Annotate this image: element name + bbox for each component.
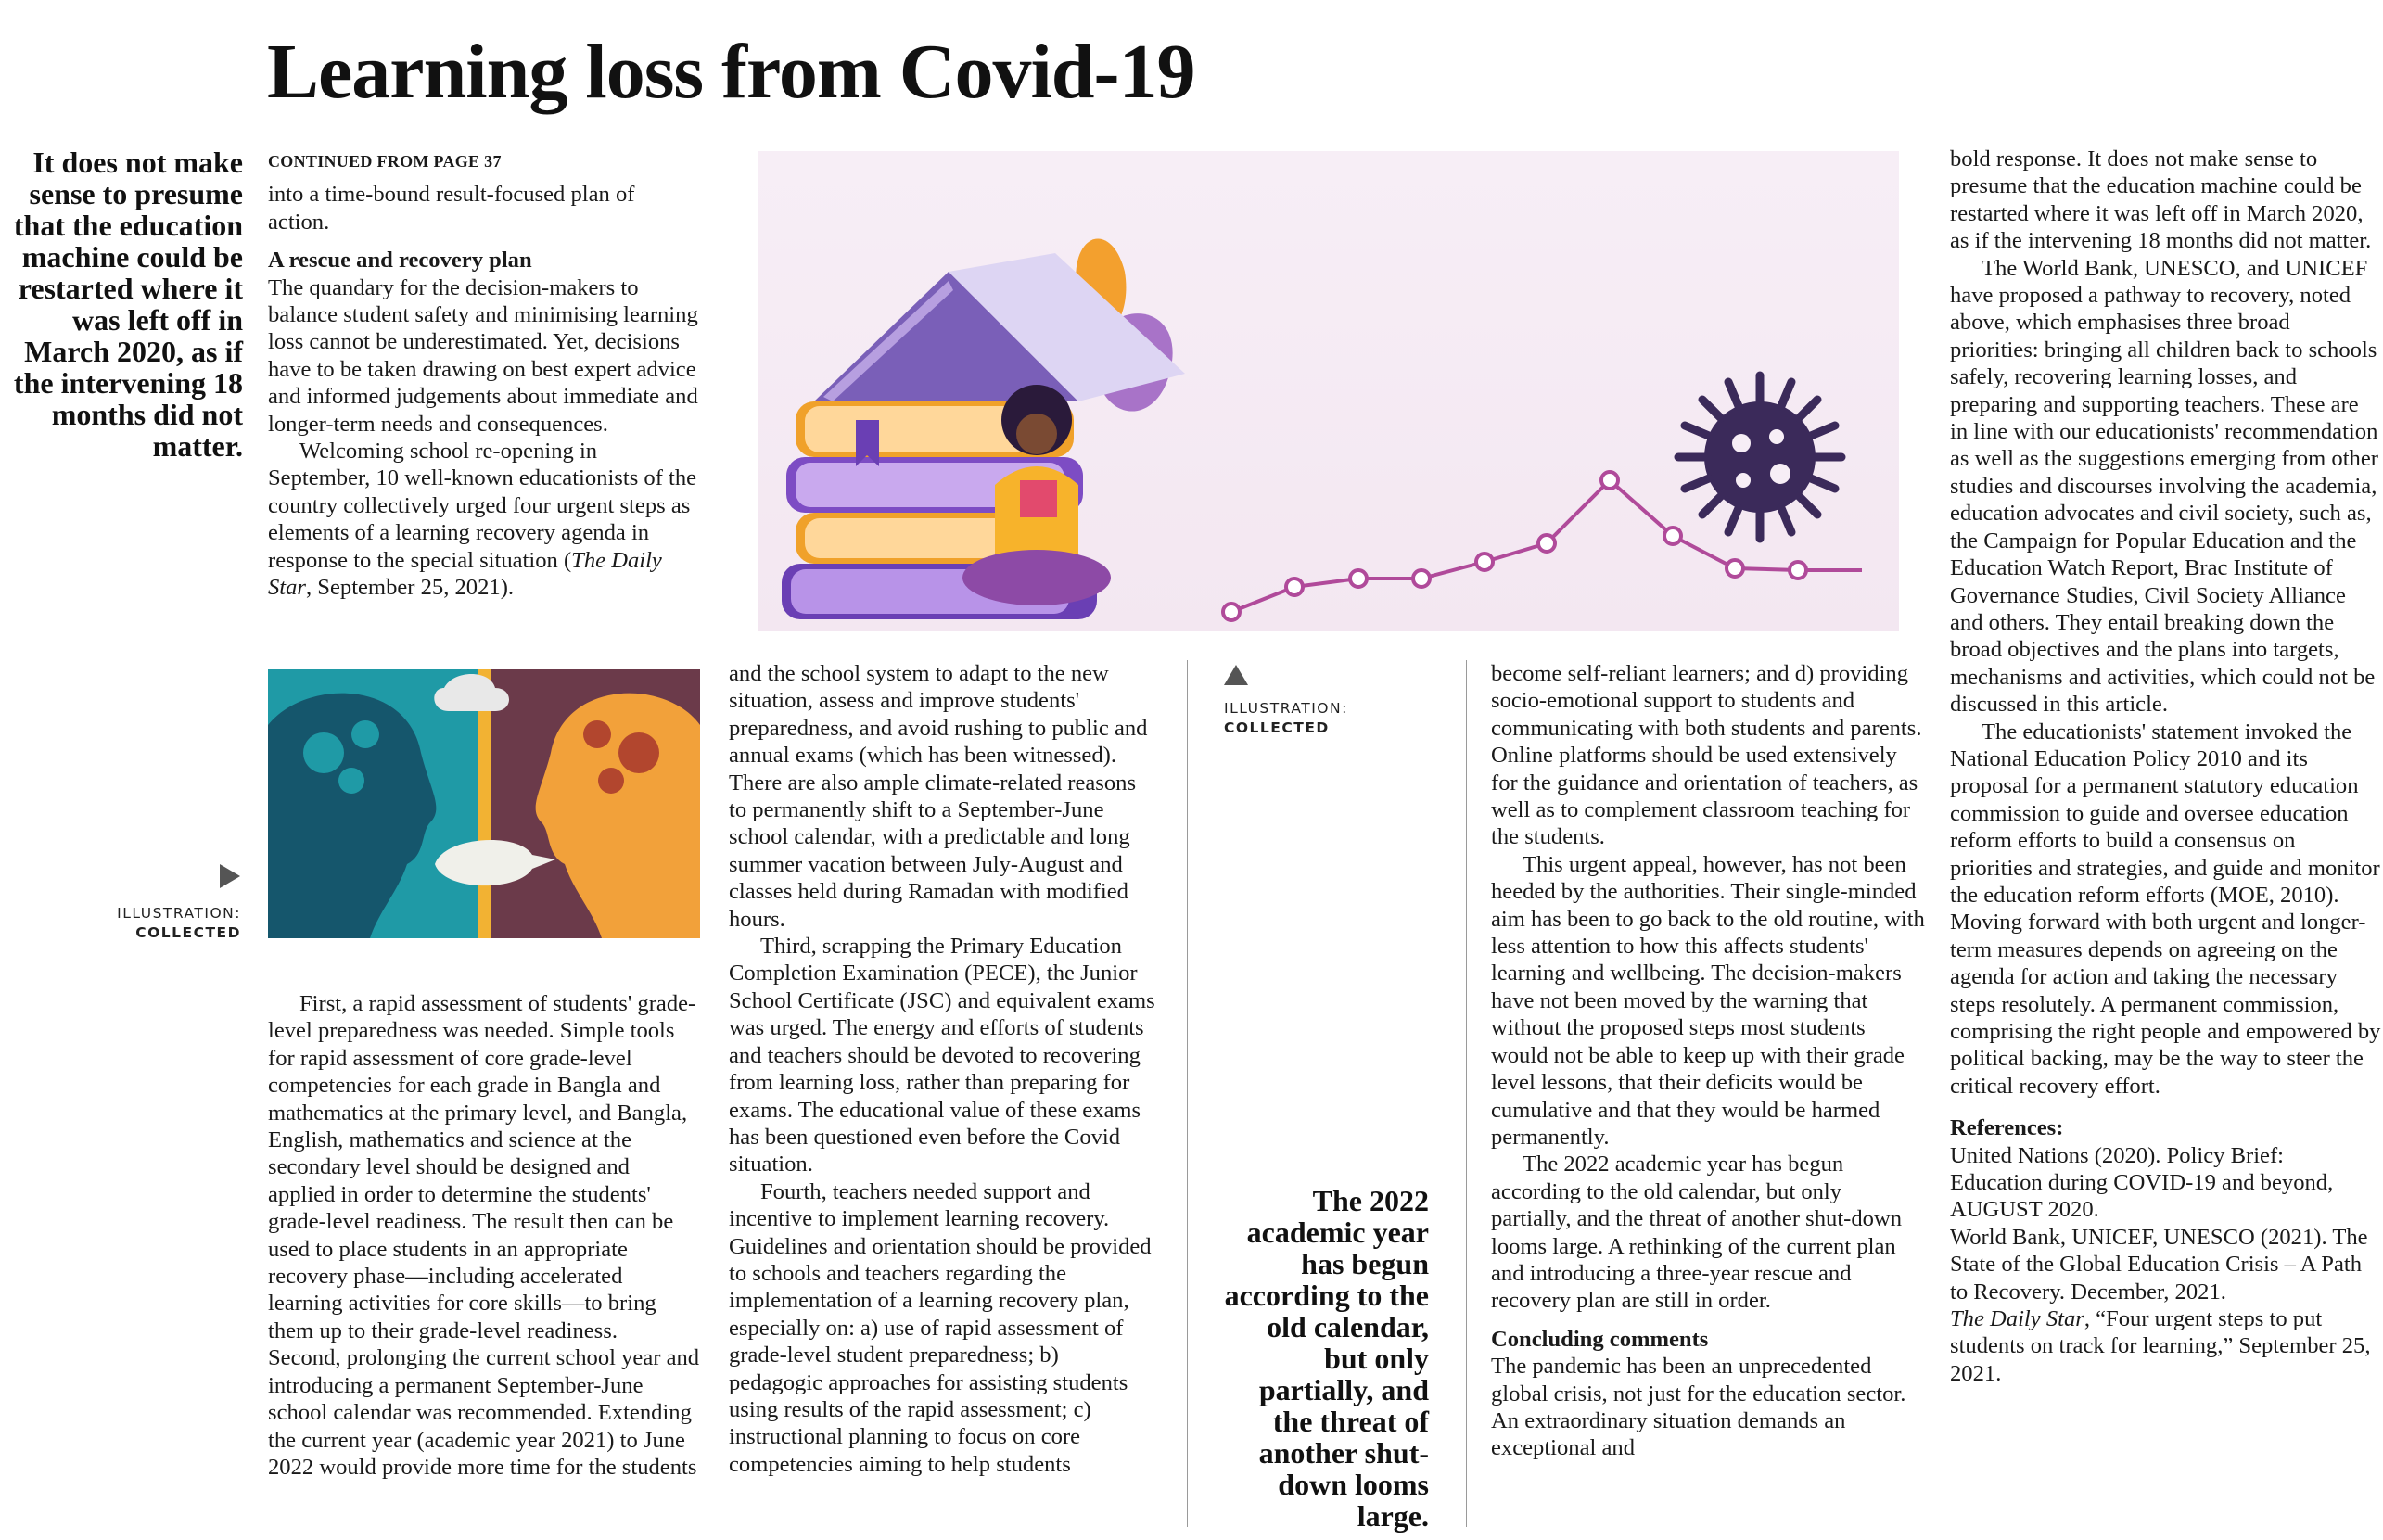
headline: Learning loss from Covid-19 [267, 29, 1195, 115]
books-virus-illustration [758, 151, 1899, 631]
credit-arrow-up-icon [1224, 665, 1248, 685]
column-1-upper [268, 148, 699, 602]
col1-paragraph-2: Welcoming school re-opening in September, 10 well-known educationists of the country collectively urged four urgent steps as elements of a learning recovery agenda in response to the special situation (The Daily Star, September 25, 2021). [268, 439, 697, 601]
column-1-lower [268, 990, 702, 1481]
references-title: References: [1950, 1115, 2064, 1141]
heads-gears-image [268, 669, 700, 938]
col1-first-step: First, a rapid assessment of students' grade-level preparedness was needed. Simple tools for rapid assessment of core grade-level competencies for each grade in Bangla and mathematics at the primary level, and Bangla, English, mathematics and science at the secondary level should be designed and applied in order to determine the students' grade-level readiness. The result then can be used to place students in an appropriate recovery phase—including accelerated learning activities for core skills—to bring them up to their grade-level readiness. [268, 991, 696, 1343]
subhead-concluding: Concluding comments [1491, 1326, 1709, 1352]
column-4 [1950, 146, 2381, 1387]
reference-2: World Bank, UNICEF, UNESCO (2021). The State of the Global Education Crisis – A Path to Recovery. December, 2021. [1950, 1224, 2368, 1305]
col2-fourth-step: Fourth, teachers needed support and incentive to implement learning recovery. Guidelines and orientation should be provided to schools and teachers regarding the implementation of a learning recovery plan, especially on: a) use of rapid assessment of grade-level student preparedness; b) pedagogic approaches for assisting students using results of the rapid assessment; c) instructional planning to focus on core competencies aiming to help students [729, 1178, 1152, 1477]
column-2 [729, 660, 1157, 1478]
col1-paragraph-1: The quandary for the decision-makers to balance student safety and minimising learning loss cannot be underestimated. Yet, decisions have to be taken drawing on best expert advice and informed judgements about immediate and longer-term needs and consequences. [268, 274, 698, 437]
continued-from-label: CONTINUED FROM PAGE 37 [268, 152, 502, 171]
col1-second-step: Second, prolonging the current school year and introducing a permanent September-June school calendar was recommended. Extending the current year (academic year 2021) to June 2022 would provide more time for the students [268, 1345, 700, 1480]
col3-paragraph-3: The 2022 academic year has begun according to the old calendar, but only partially, and the threat of another shut-down looms large. A rethinking of the current plan and introducing a three-year rescue and recovery plan are still in order. [1491, 1152, 1902, 1314]
col3-paragraph-1: become self-reliant learners; and d) providing socio-emotional support to students and communicating with both students and parents. Online platforms should be used extensively for the guidance and orientation of teachers, as well as to complement classroom teaching for the students. [1491, 661, 1922, 850]
col4-paragraph-2: The World Bank, UNESCO, and UNICEF have proposed a pathway to recovery, noted above, which emphasises three broad priorities: bringing all children back to schools safely, recovering learning losses, and preparing and supporting teachers. These are in line with our educationists' recommendation as well as the suggestions emerging from other studies and discourses involving the academia, education advocates and civil society, such as, the Campaign for Popular Education and the Education Watch Report, Brac Institute of Governance Studies, Civil Society Alliance and others. They entail breaking down the broad objectives and the plans into targets, mechanisms and activities, which could not be discussed in this article. [1950, 255, 2378, 718]
col3-paragraph-2: This urgent appeal, however, has not been heeded by the authorities. Their single-minded aim has been to go back to the old routine, with less attention to how this affects students' learning and wellbeing. The decision-makers have not been moved by the warning that without the proposed steps most students would not be able to keep up with their grade level lessons, that their deficits would be cumulative and that they would be harmed permanently. [1491, 851, 1925, 1150]
source-daily-star: The Daily Star [268, 547, 662, 601]
pull-quote-left: It does not make sense to presume that the education machine could be restarted where it was left off in March 2020, as if the intervening 18 months did not matter. [13, 146, 243, 463]
illustration-credit-center: ILLUSTRATION: COLLECTED [1224, 700, 1348, 736]
column-3 [1491, 660, 1925, 1462]
col2-third-step: Third, scrapping the Primary Education Completion Examination (PECE), the Junior School Certificate (JSC) and equivalent exams was urged. The energy and efforts of students and teachers should be devoted to recovering from learning loss, rather than preparing for exams. The educational value of these exams has been questioned even before the Covid situation. [729, 934, 1155, 1177]
column-divider-1 [1187, 660, 1188, 1527]
col3-paragraph-4: The pandemic has been an unprecedented global crisis, not just for the education sector. An extraordinary situation demands an exceptional and [1491, 1354, 1906, 1461]
subhead-rescue-plan: A rescue and recovery plan [268, 248, 532, 274]
col1-lead: into a time-bound result-focused plan of action. [268, 182, 635, 235]
col4-paragraph-1: bold response. It does not make sense to presume that the education machine could be restarted where it was left off in March 2020, as if the intervening 18 months did not matter. [1950, 146, 2372, 254]
heads-gears-illustration [268, 669, 700, 938]
col2-paragraph-1: and the school system to adapt to the new situation, assess and improve students' preparedness, and avoid rushing to public and annual exams (which has been witnessed). There are also ample climate-related reasons to permanently shift to a September-June school calendar, with a predictable and long summer vacation between July-August and classes held during Ramadan with modified hours. [729, 661, 1148, 932]
main-illustration [758, 151, 1899, 631]
illustration-credit-left: ILLUSTRATION: COLLECTED [117, 905, 241, 941]
column-divider-2 [1466, 660, 1467, 1527]
reference-1: United Nations (2020). Policy Brief: Education during COVID-19 and beyond, AUGUST 2020. [1950, 1142, 2334, 1223]
col4-paragraph-3: The educationists' statement invoked the National Education Policy 2010 and its proposal for a permanent statutory education commission to guide and oversee education reform efforts to build a consensus on priorities and strategies, and guide and monitor the education reform efforts (MOE, 2010). Moving forward with both urgent and longer-term measures depends on agreeing on the agenda for action and taking the necessary steps resolutely. A permanent commission, comprising the right people and empowered by political backing, may be the way to steer the critical recovery effort. [1950, 719, 2381, 1099]
reference-3: The Daily Star, “Four urgent steps to put students on track for learning,” September 25, 2021. [1950, 1306, 2371, 1386]
credit-arrow-icon [220, 864, 240, 888]
pull-quote-center: The 2022 academic year has begun according to the old calendar, but only partially, and the threat of another shut-down looms large. [1224, 1184, 1429, 1533]
